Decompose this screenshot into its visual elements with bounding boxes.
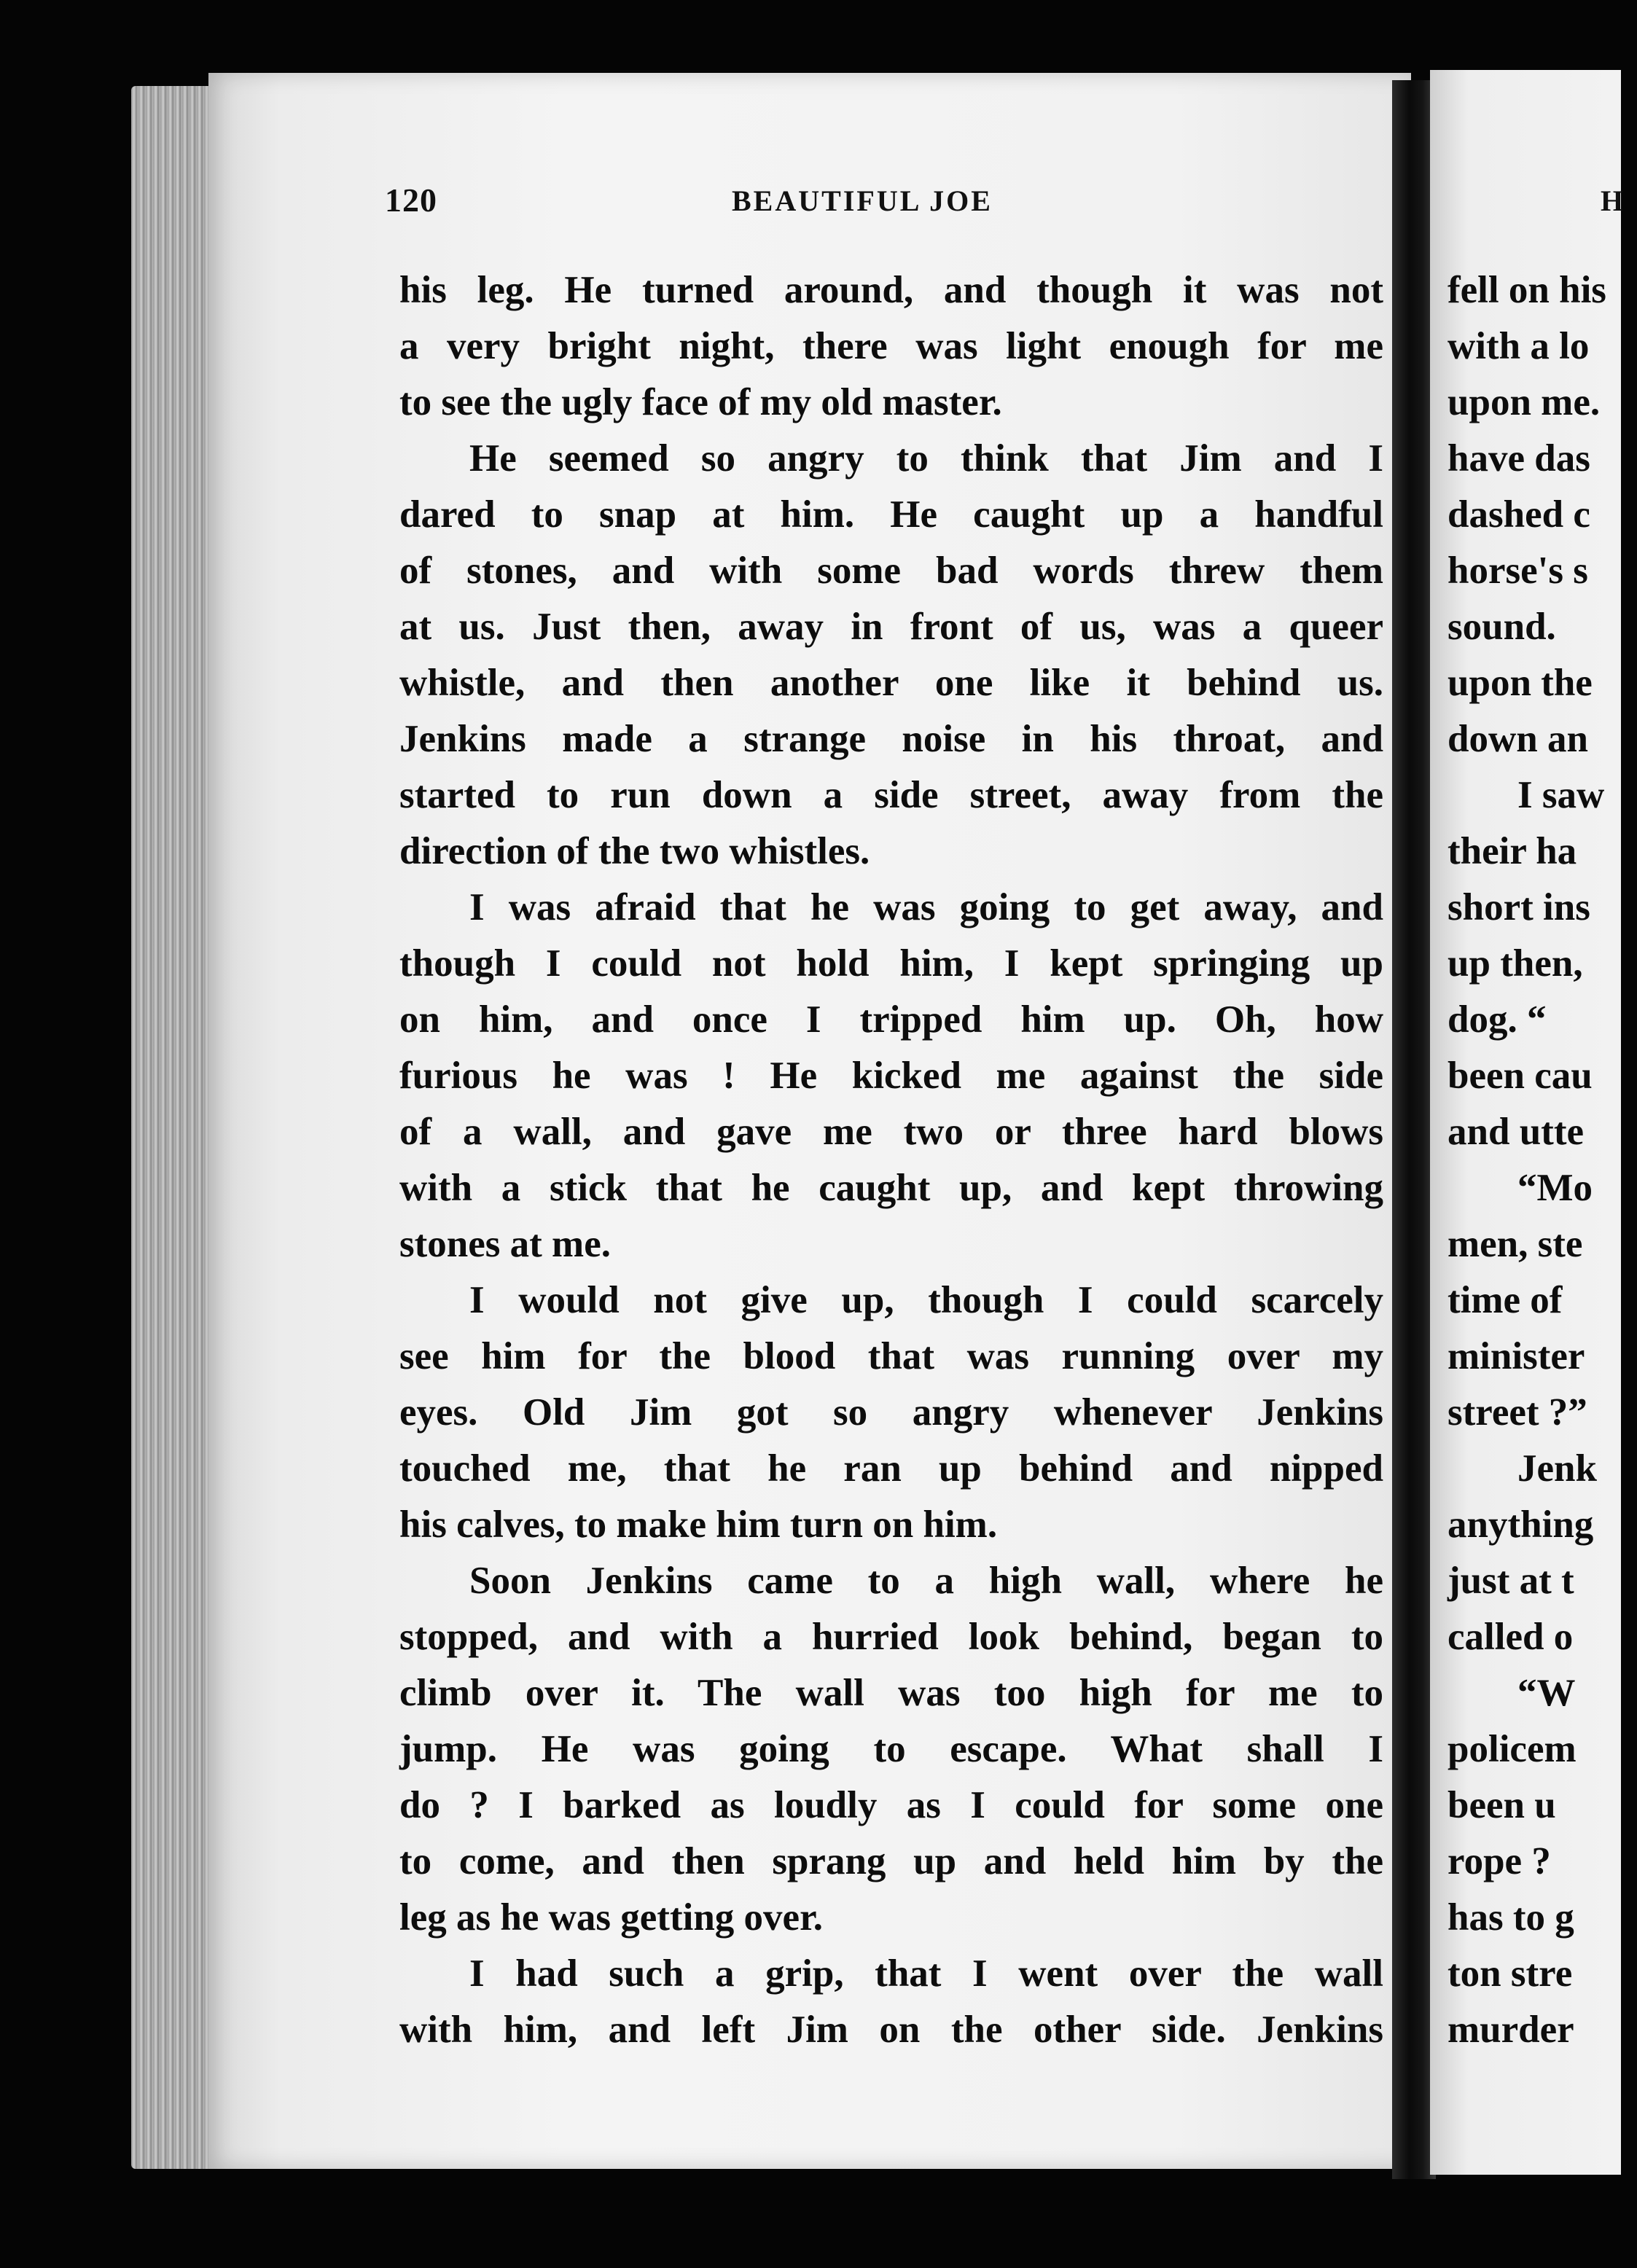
text-line: dared to snap at him. He caught up a handful bbox=[399, 493, 1383, 536]
right-text-line: rope ? bbox=[1447, 1840, 1551, 1882]
book-gutter bbox=[1392, 80, 1436, 2179]
text-line: stopped, and with a hurried look behind, began to bbox=[399, 1616, 1383, 1658]
right-text-line: with a lo bbox=[1447, 325, 1590, 367]
right-text-line: dashed c bbox=[1447, 493, 1590, 536]
right-text-line: called o bbox=[1447, 1616, 1574, 1658]
right-text-line: “Mo bbox=[1517, 1167, 1593, 1209]
right-text-line: fell on his bbox=[1447, 269, 1606, 311]
right-text-line: have das bbox=[1447, 437, 1590, 480]
text-line: furious he was ! He kicked me against the side bbox=[399, 1055, 1383, 1097]
text-line: I was afraid that he was going to get away, and bbox=[469, 886, 1383, 928]
text-line: Jenkins made a strange noise in his throat, and bbox=[399, 718, 1383, 760]
right-text-line: been u bbox=[1447, 1784, 1556, 1826]
right-text-line: “W bbox=[1517, 1672, 1576, 1714]
text-line: touched me, that he ran up behind and nipped bbox=[399, 1447, 1383, 1490]
text-line: direction of the two whistles. bbox=[399, 830, 870, 872]
text-line: see him for the blood that was running over my bbox=[399, 1335, 1383, 1377]
text-line: climb over it. The wall was too high for me to bbox=[399, 1672, 1383, 1714]
text-line: to see the ugly face of my old master. bbox=[399, 381, 1002, 423]
right-text-line: street ?” bbox=[1447, 1391, 1587, 1434]
text-line: He seemed so angry to think that Jim and I bbox=[469, 437, 1383, 480]
right-text-line: horse's s bbox=[1447, 550, 1588, 592]
book-page-edges bbox=[131, 86, 219, 2169]
text-line: at us. Just then, away in front of us, was a queer bbox=[399, 606, 1383, 648]
right-page-text bbox=[1447, 262, 1637, 2058]
right-text-line: been cau bbox=[1447, 1055, 1593, 1097]
text-line: with a stick that he caught up, and kept throwing bbox=[399, 1167, 1383, 1209]
right-page-header-fragment: H bbox=[1601, 184, 1624, 217]
text-line: his calves, to make him turn on him. bbox=[399, 1503, 998, 1546]
right-text-line: policem bbox=[1447, 1728, 1577, 1770]
text-line: do ? I barked as loudly as I could for some one bbox=[399, 1784, 1383, 1826]
right-text-line: minister bbox=[1447, 1335, 1585, 1377]
text-line: a very bright night, there was light enough for me bbox=[399, 325, 1383, 367]
right-text-line: has to g bbox=[1447, 1896, 1574, 1939]
right-text-line: anything bbox=[1447, 1503, 1594, 1546]
text-line: leg as he was getting over. bbox=[399, 1896, 823, 1939]
text-line: whistle, and then another one like it behind us. bbox=[399, 662, 1383, 704]
right-text-line: dog. “ bbox=[1447, 998, 1547, 1041]
text-line: on him, and once I tripped him up. Oh, how bbox=[399, 998, 1383, 1041]
right-text-line: just at t bbox=[1447, 1560, 1574, 1602]
text-line: stones at me. bbox=[399, 1223, 611, 1265]
text-line: of stones, and with some bad words threw them bbox=[399, 550, 1383, 592]
text-line: though I could not hold him, I kept springing up bbox=[399, 942, 1383, 985]
text-line: of a wall, and gave me two or three hard blows bbox=[399, 1111, 1383, 1153]
right-text-line: short ins bbox=[1447, 886, 1590, 928]
right-text-line: ton stre bbox=[1447, 1952, 1573, 1995]
right-text-line: time of bbox=[1447, 1279, 1563, 1321]
right-text-line: Jenk bbox=[1517, 1447, 1597, 1490]
right-text-line: upon me. bbox=[1447, 381, 1601, 423]
right-text-line: I saw bbox=[1517, 774, 1605, 816]
right-text-line: sound. bbox=[1447, 606, 1556, 648]
right-text-line: upon the bbox=[1447, 662, 1593, 704]
text-line: to come, and then sprang up and held him by the bbox=[399, 1840, 1383, 1882]
text-line: I had such a grip, that I went over the wall bbox=[469, 1952, 1383, 1995]
right-text-line: up then, bbox=[1447, 942, 1583, 985]
page-body-text bbox=[399, 262, 1383, 2058]
right-text-line: murder bbox=[1447, 2009, 1574, 2051]
text-line: his leg. He turned around, and though it was not bbox=[399, 269, 1383, 311]
text-line: jump. He was going to escape. What shall I bbox=[399, 1728, 1383, 1770]
text-line: I would not give up, though I could scarcely bbox=[469, 1279, 1383, 1321]
text-line: Soon Jenkins came to a high wall, where he bbox=[469, 1560, 1383, 1602]
text-line: eyes. Old Jim got so angry whenever Jenkins bbox=[399, 1391, 1383, 1434]
right-text-line: down an bbox=[1447, 718, 1588, 760]
right-text-line: and utte bbox=[1447, 1111, 1585, 1153]
right-text-line: their ha bbox=[1447, 830, 1577, 872]
text-line: with him, and left Jim on the other side. Jenkins bbox=[399, 2009, 1383, 2051]
text-line: started to run down a side street, away from the bbox=[399, 774, 1383, 816]
right-text-line: men, ste bbox=[1447, 1223, 1583, 1265]
running-title: BEAUTIFUL JOE bbox=[732, 184, 993, 217]
page-number: 120 bbox=[385, 181, 437, 219]
